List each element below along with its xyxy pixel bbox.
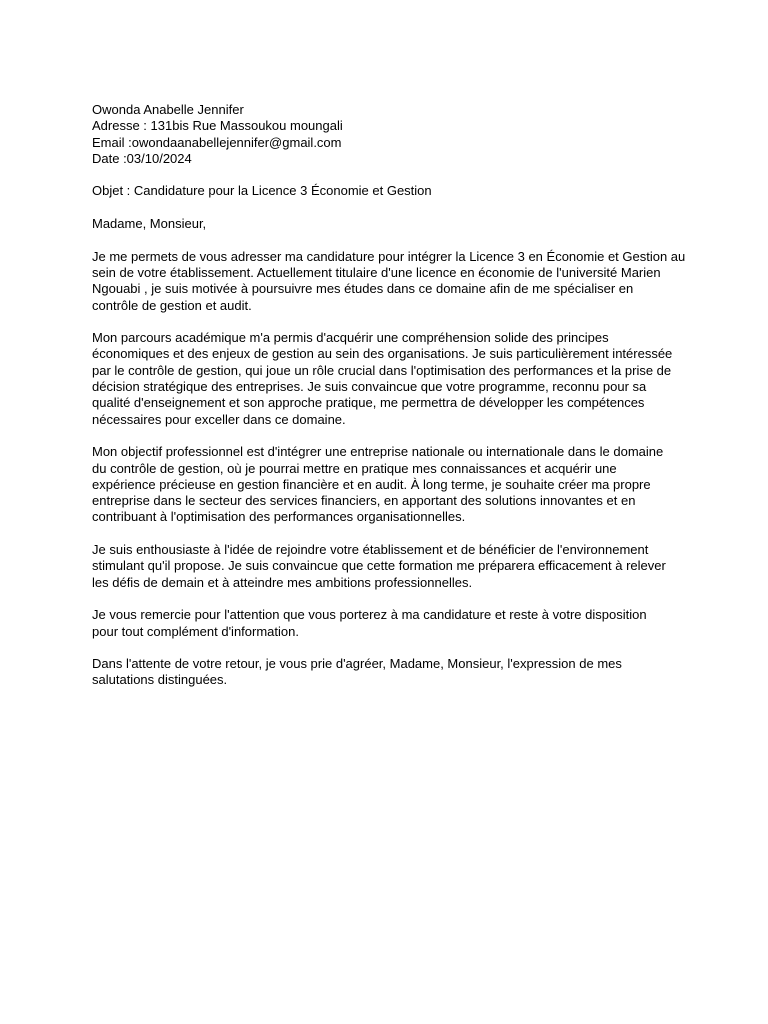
sender-block xyxy=(92,102,692,167)
paragraph-line: décision stratégique des entreprises. Je suis convaincue que votre programme, reconnu pour sa xyxy=(92,379,647,395)
paragraph-line: stimulant qu'il propose. Je suis convaincue que cette formation me préparera efficacement à relever xyxy=(92,558,666,574)
paragraph-line: Je vous remercie pour l'attention que vous porterez à ma candidature et reste à votre disposition xyxy=(92,607,647,623)
paragraph-line: pour tout complément d'information. xyxy=(92,623,299,639)
paragraph-thanks xyxy=(92,607,692,640)
paragraph-closing xyxy=(92,656,692,689)
spacer xyxy=(92,167,692,183)
paragraph-intro xyxy=(92,249,692,314)
paragraph-line: Mon objectif professionnel est d'intégrer une entreprise nationale ou internationale dans le domaine xyxy=(92,444,664,460)
paragraph-line: par le contrôle de gestion, qui joue un rôle crucial dans l'optimisation des performances et la prise de xyxy=(92,362,672,378)
spacer xyxy=(92,428,692,444)
spacer xyxy=(92,232,692,248)
letter-date: Date :03/10/2024 xyxy=(92,150,192,166)
paragraph-line: salutations distinguées. xyxy=(92,672,228,688)
paragraph-background xyxy=(92,330,692,428)
paragraph-line: Dans l'attente de votre retour, je vous prie d'agréer, Madame, Monsieur, l'expression de mes xyxy=(92,656,622,672)
paragraph-line: Ngouabi , je suis motivée à poursuivre mes études dans ce domaine afin de me spécialiser en xyxy=(92,281,634,297)
paragraph-objective xyxy=(92,444,692,525)
letter-page xyxy=(92,102,692,689)
sender-address: Adresse : 131bis Rue Massoukou moungali xyxy=(92,118,343,134)
sender-email: Email :owondaanabellejennifer@gmail.com xyxy=(92,134,342,150)
paragraph-line: entreprise dans le secteur des services financiers, en apportant des solutions innovantes et en xyxy=(92,493,636,509)
paragraph-line: Je me permets de vous adresser ma candidature pour intégrer la Licence 3 en Économie et Gestion au xyxy=(92,248,686,264)
spacer xyxy=(92,640,692,656)
paragraph-line: qualité d'enseignement et son approche pratique, me permettra de développer les compétences xyxy=(92,395,645,411)
letter-salutation: Madame, Monsieur, xyxy=(92,216,207,232)
spacer xyxy=(92,591,692,607)
paragraph-enthusiasm xyxy=(92,542,692,591)
paragraph-line: contrôle de gestion et audit. xyxy=(92,297,252,313)
spacer xyxy=(92,526,692,542)
paragraph-line: Je suis enthousiaste à l'idée de rejoindre votre établissement et de bénéficier de l'environnement xyxy=(92,542,649,558)
paragraph-line: du contrôle de gestion, où je pourrai mettre en pratique mes connaissances et acquérir une xyxy=(92,460,617,476)
sender-name: Owonda Anabelle Jennifer xyxy=(92,102,244,117)
spacer xyxy=(92,314,692,330)
paragraph-line: Mon parcours académique m'a permis d'acquérir une compréhension solide des principes xyxy=(92,330,609,346)
paragraph-line: nécessaires pour exceller dans ce domaine. xyxy=(92,411,346,427)
paragraph-line: sein de votre établissement. Actuellement titulaire d'une licence en économie de l'université Marien xyxy=(92,264,661,280)
paragraph-line: économiques et des enjeux de gestion au sein des organisations. Je suis particulièrement intéressée xyxy=(92,346,673,362)
spacer xyxy=(92,200,692,216)
letter-subject: Objet : Candidature pour la Licence 3 Économie et Gestion xyxy=(92,183,432,199)
paragraph-line: contribuant à l'optimisation des performances organisationnelles. xyxy=(92,509,466,525)
paragraph-line: les défis de demain et à atteindre mes ambitions professionnelles. xyxy=(92,574,473,590)
paragraph-line: expérience précieuse en gestion financière et en audit. À long terme, je souhaite créer ma propre xyxy=(92,476,651,492)
